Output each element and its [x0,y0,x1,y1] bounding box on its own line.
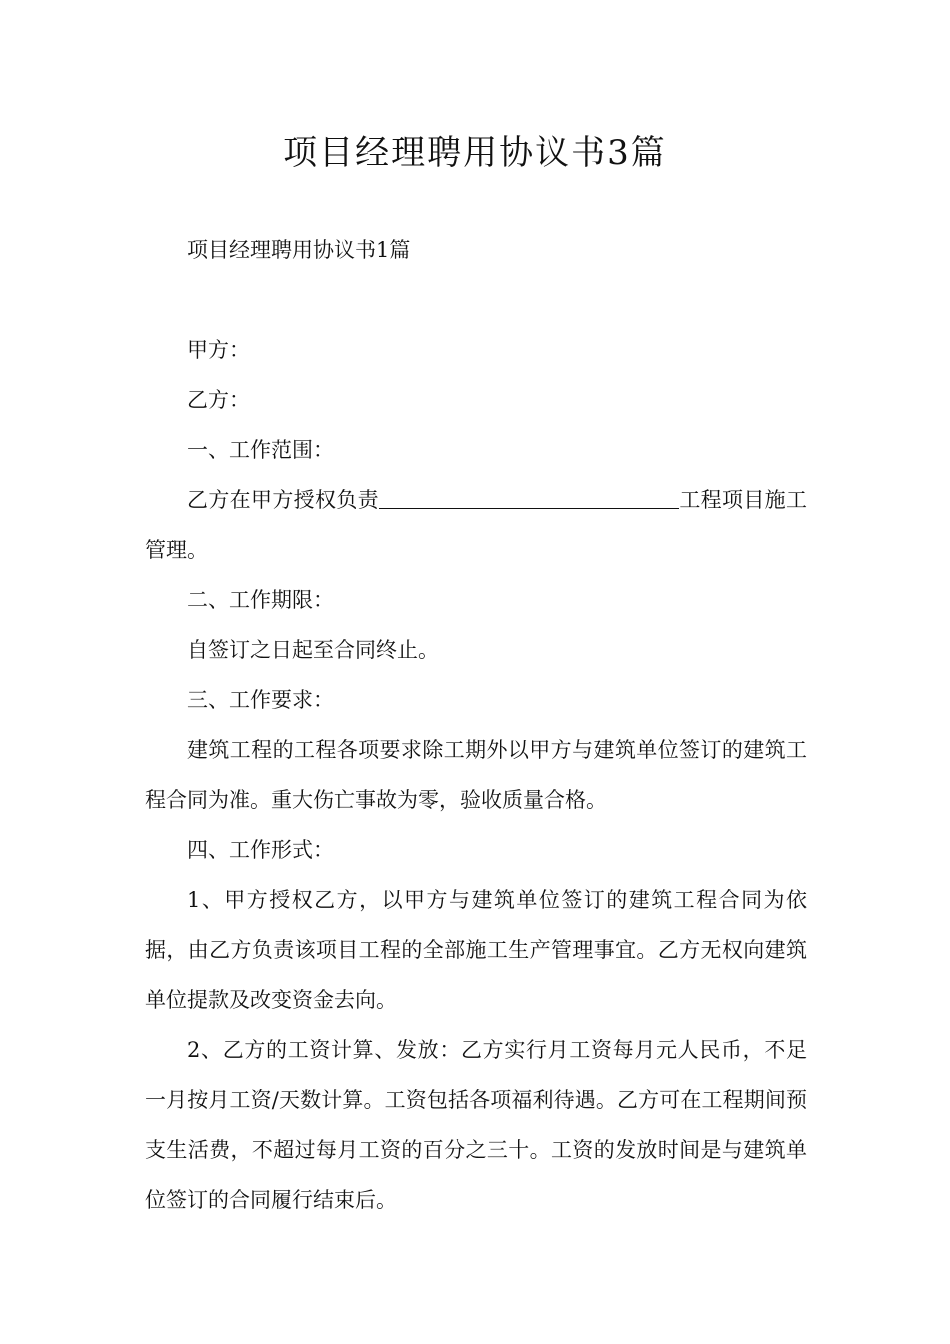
section-4-heading: 四、工作形式： [187,838,334,862]
section-2-paragraph: 自签订之日起至合同终止。 [187,638,439,662]
section-1-text-after: 工程项目施工管理。 [145,488,807,562]
section-2-heading: 二、工作期限： [187,588,334,612]
section-3-heading: 三、工作要求： [187,688,334,712]
document-body [145,225,807,1225]
section-1-text-before: 乙方在甲方授权负责 [187,488,379,512]
section-1-heading: 一、工作范围： [187,438,334,462]
party-b-line: 乙方： [187,388,250,412]
fill-in-blank [379,488,679,509]
section-4-item-1: 1、甲方授权乙方，以甲方与建筑单位签订的建筑工程合同为依据，由乙方负责该项目工程的全部施工生产管理事宜。乙方无权向建筑单位提款及改变资金去向。 [145,888,807,1012]
party-a-line: 甲方： [187,338,250,362]
section-4-item-2: 2、乙方的工资计算、发放：乙方实行月工资每月元人民币，不足一月按月工资/天数计算。工资包括各项福利待遇。乙方可在工程期间预支生活费，不超过每月工资的百分之三十。工资的发放时间是与建筑单位签订的合同履行结束后。 [145,1038,807,1212]
document-title: 项目经理聘用协议书3篇 [283,133,667,173]
agreement-subtitle: 项目经理聘用协议书1篇 [187,238,411,262]
section-1-paragraph [145,475,807,575]
section-3-paragraph: 建筑工程的工程各项要求除工期外以甲方与建筑单位签订的建筑工程合同为准。重大伤亡事故为零，验收质量合格。 [145,738,807,812]
